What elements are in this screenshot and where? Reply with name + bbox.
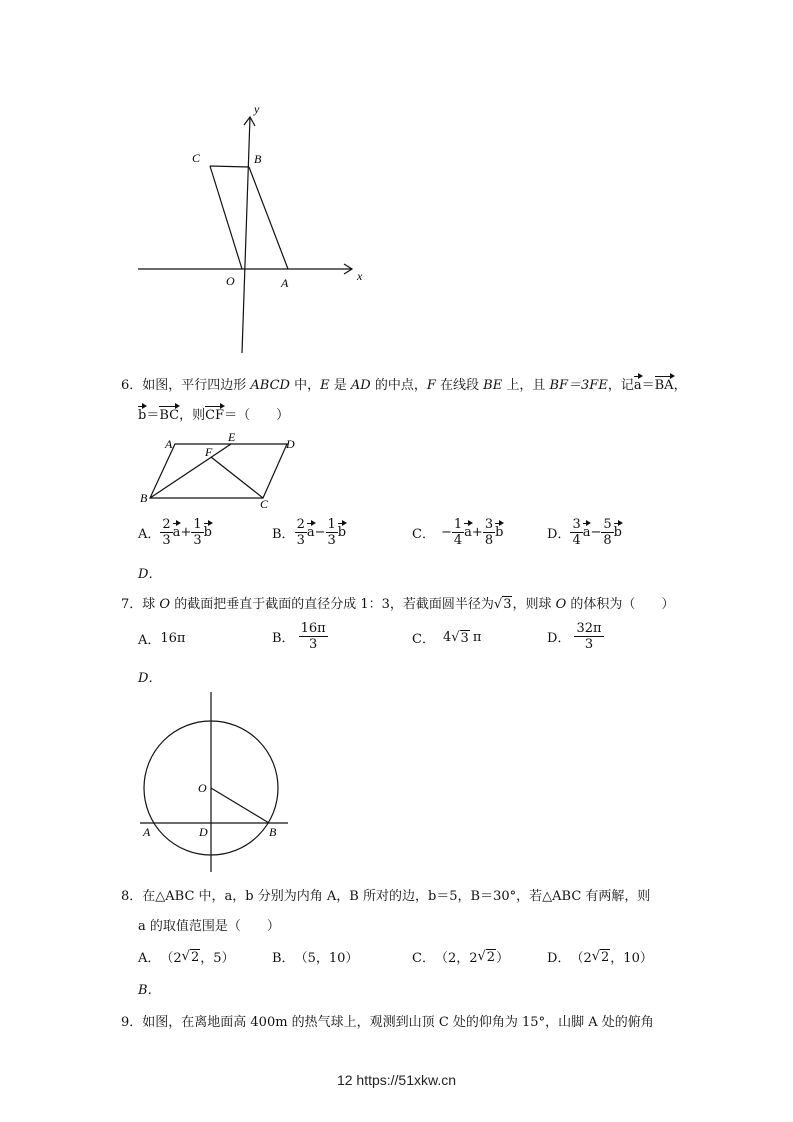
label-y: y	[254, 102, 260, 116]
segment-ba	[249, 167, 288, 269]
label-a: A	[165, 437, 173, 451]
radius-ob	[211, 788, 269, 823]
label-o: O	[198, 781, 207, 795]
q8-option-a[interactable]: A． （2 √ 2 ，5）	[138, 949, 235, 966]
q8-number: 8．	[121, 889, 143, 904]
segment-co	[210, 166, 242, 269]
q7-option-b[interactable]: B． $\frac{16\pi}{3}$	[272, 621, 326, 652]
q7-answer: D．	[138, 671, 162, 686]
label-a: A	[281, 276, 289, 290]
label-o: O	[226, 274, 235, 288]
q6-line1: 6．如图，平行四边形 ABCD 中，E 是 AD 的中点，F 在线段 BE 上，且 BF＝3FE，记a＝BA，	[121, 378, 687, 393]
segment-cb	[210, 166, 249, 167]
label-e: E	[228, 430, 236, 444]
q6-number: 6．	[121, 378, 143, 393]
label-a: A	[143, 825, 151, 839]
q6-option-a[interactable]: A． $\frac{2}{3}$ a + $\frac{1}{3}$ b	[138, 517, 212, 548]
q7-stem: 7．球 O 的截面把垂直于截面的直径分成 1：3，若截面圆半径为√3，则球 O 的体积为（ ）	[121, 597, 675, 612]
label-f: F	[205, 445, 213, 459]
q8-line1: 8．在△ABC 中，a，b 分别为内角 A，B 所对的边，b＝5，B＝30°，若△ABC 有两解，则	[121, 889, 651, 904]
segment-fc	[211, 457, 263, 498]
q6-answer: D．	[138, 567, 162, 582]
label-d: D	[286, 437, 295, 451]
q8-option-d[interactable]: D． （2 √ 2 ，10）	[547, 949, 653, 966]
q8-line2: a 的取值范围是（ ）	[138, 919, 280, 934]
q7-option-c[interactable]: C． 4 √ 3 π	[412, 630, 482, 647]
label-c: C	[260, 497, 269, 511]
vector-cf: CF	[205, 408, 225, 423]
q6-line2: b＝BC，则CF＝（ ）	[138, 408, 290, 423]
vector-ba: BA	[654, 378, 674, 393]
label-b: B	[140, 491, 148, 505]
q9-line1: 9．如图，在离地面高 400m 的热气球上，观测到山顶 C 处的仰角为 15°，山脚 A 处的俯角	[121, 1015, 654, 1030]
label-c: C	[192, 151, 201, 165]
label-b: B	[269, 825, 277, 839]
q7-option-a[interactable]: A． 16π	[138, 631, 186, 648]
label-d: D	[199, 825, 208, 839]
q8-answer: B．	[138, 983, 161, 998]
vector-b: b	[138, 408, 147, 423]
coordinate-figure	[130, 95, 380, 360]
q7-option-d[interactable]: D． $\frac{32\pi}{3}$	[547, 621, 602, 652]
label-x: x	[357, 269, 363, 283]
q6-option-b[interactable]: B． $\frac{2}{3}$ a − $\frac{1}{3}$ b	[272, 517, 347, 548]
q9-number: 9．	[121, 1015, 143, 1030]
q7-number: 7．	[121, 597, 143, 612]
q8-option-c[interactable]: C． （2，2 √ 2 ）	[412, 949, 510, 966]
q6-option-c[interactable]: C． − $\frac{1}{4}$ a + $\frac{3}{8}$ b	[412, 517, 504, 548]
page-footer: 12 https://51xkw.cn	[336, 1072, 457, 1088]
parallelogram-figure	[135, 428, 310, 513]
sphere-section-figure	[136, 690, 296, 875]
vector-a: a	[633, 378, 642, 393]
vector-bc: BC	[159, 408, 180, 423]
q8-option-b[interactable]: B． （5，10）	[272, 951, 359, 966]
label-b: B	[254, 152, 262, 166]
y-axis	[242, 117, 250, 353]
q6-option-d[interactable]: D． $\frac{3}{4}$ a − $\frac{5}{8}$ b	[547, 517, 622, 548]
